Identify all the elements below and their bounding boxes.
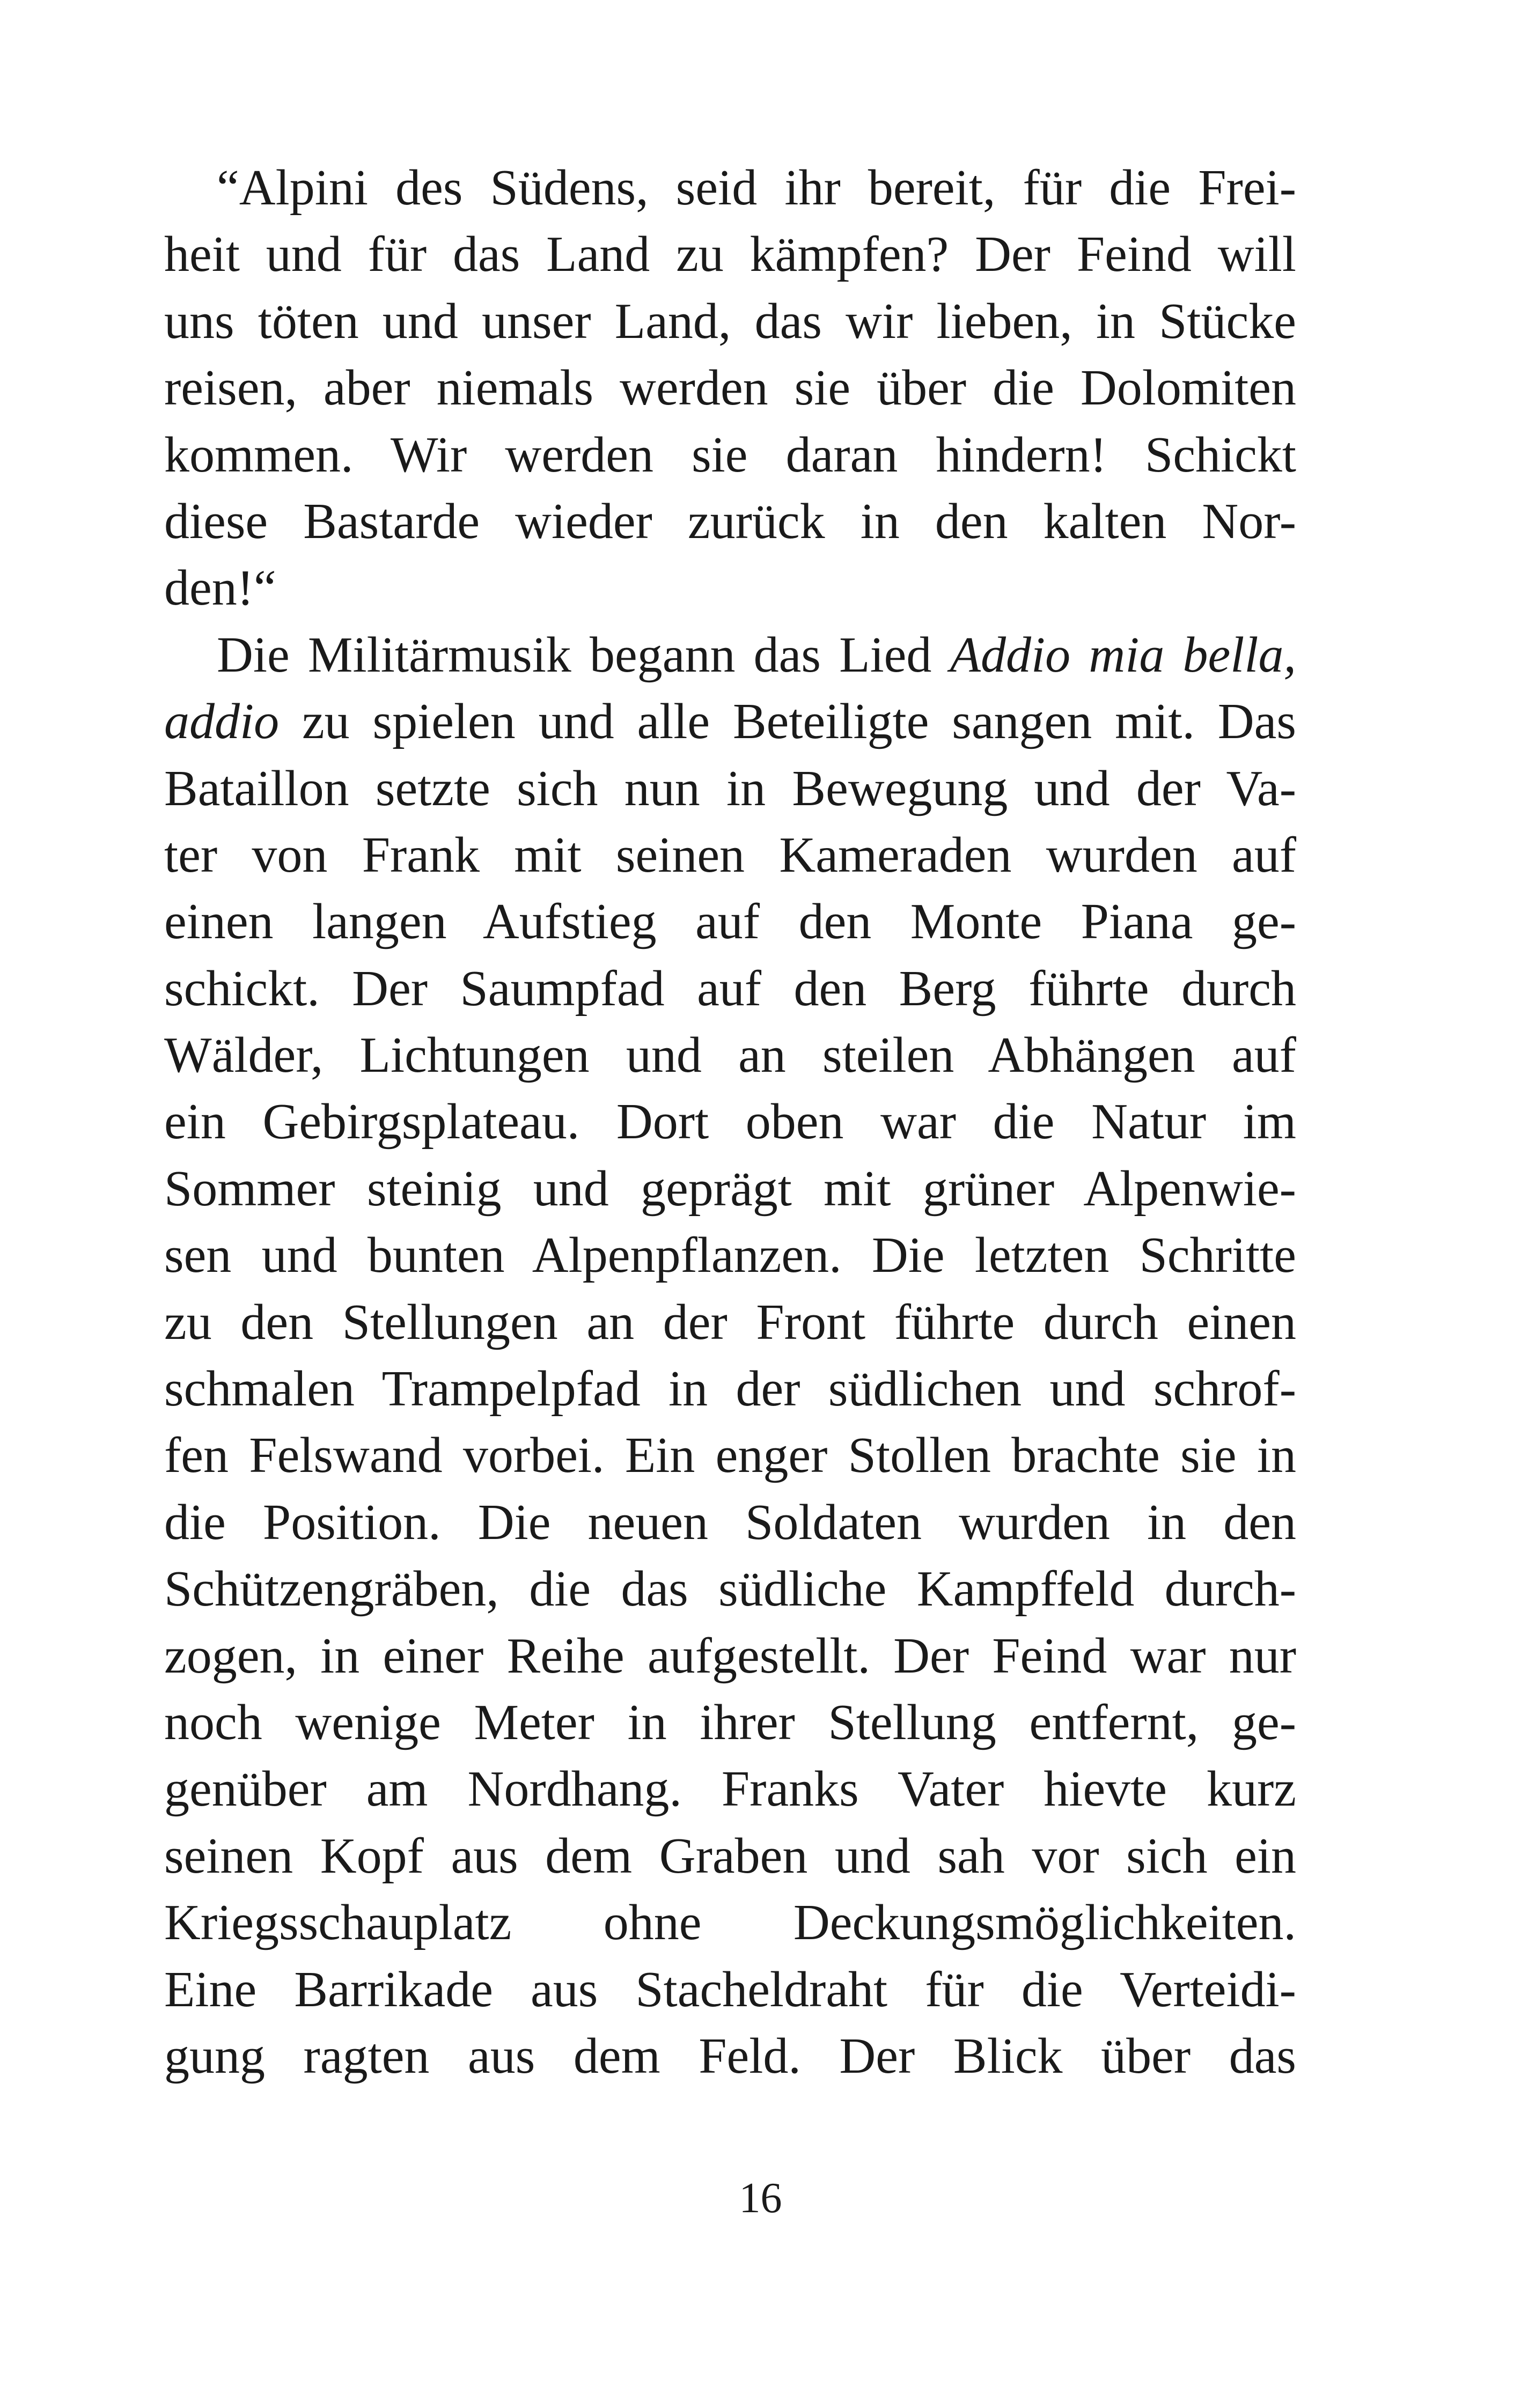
body-text [164,154,1296,2089]
song-title-italic: addio [164,694,280,750]
text-line: kommen. Wir werden sie daran hindern! Schickt [164,426,1296,483]
text-line: Schützengräben, die das südliche Kampffeld durch- [164,1561,1296,1617]
text-line: die Position. Die neuen Soldaten wurden in den [164,1494,1296,1550]
text-run: zu spielen und alle Beteiligte sangen mit. Das [279,694,1296,750]
text-run: Die Militärmusik begann das Lied [217,627,950,683]
text-line: seinen Kopf aus dem Graben und sah vor sich ein [164,1828,1296,1884]
text-line: fen Felswand vorbei. Ein enger Stollen brachte sie in [164,1427,1296,1484]
text-line: noch wenige Meter in ihrer Stellung entfernt, ge- [164,1694,1296,1750]
text-line: zu den Stellungen an der Front führte durch einen [164,1294,1296,1350]
text-line [164,688,1296,755]
text-line: schickt. Der Saumpfad auf den Berg führte durch [164,960,1296,1017]
text-line: ein Gebirgsplateau. Dort oben war die Natur im [164,1094,1296,1150]
text-line: “Alpini des Südens, seid ihr bereit, für die Frei- [217,160,1296,216]
text-line: sen und bunten Alpenpflanzen. Die letzten Schritte [164,1227,1296,1284]
text-line: Kriegsschauplatz ohne Deckungsmöglichkeiten. [164,1895,1296,1951]
text-line: den!“ [164,560,276,616]
text-line: reisen, aber niemals werden sie über die Dolomiten [164,360,1296,416]
song-title-italic: Addio mia bella, [950,627,1296,683]
text-line: uns töten und unser Land, das wir lieben, in Stücke [164,293,1296,349]
text-line: schmalen Trampelpfad in der südlichen und schrof- [164,1361,1296,1417]
text-line: genüber am Nordhang. Franks Vater hievte kurz [164,1761,1296,1817]
text-line: diese Bastarde wieder zurück in den kalten Nor- [164,493,1296,549]
text-line: Bataillon setzte sich nun in Bewegung und der Va- [164,760,1296,816]
text-line: gung ragten aus dem Feld. Der Blick über das [164,2028,1296,2084]
text-line: Eine Barrikade aus Stacheldraht für die Verteidi- [164,1961,1296,2017]
text-line: zogen, in einer Reihe aufgestellt. Der Feind war nur [164,1628,1296,1684]
text-line: Sommer steinig und geprägt mit grüner Alpenwie- [164,1160,1296,1217]
text-line: ter von Frank mit seinen Kameraden wurden auf [164,827,1296,883]
text-line: einen langen Aufstieg auf den Monte Piana ge- [164,894,1296,950]
text-line [164,622,1296,688]
text-line: Wälder, Lichtungen und an steilen Abhängen auf [164,1027,1296,1084]
page-number: 16 [739,2175,782,2222]
text-line: heit und für das Land zu kämpfen? Der Feind will [164,226,1296,283]
